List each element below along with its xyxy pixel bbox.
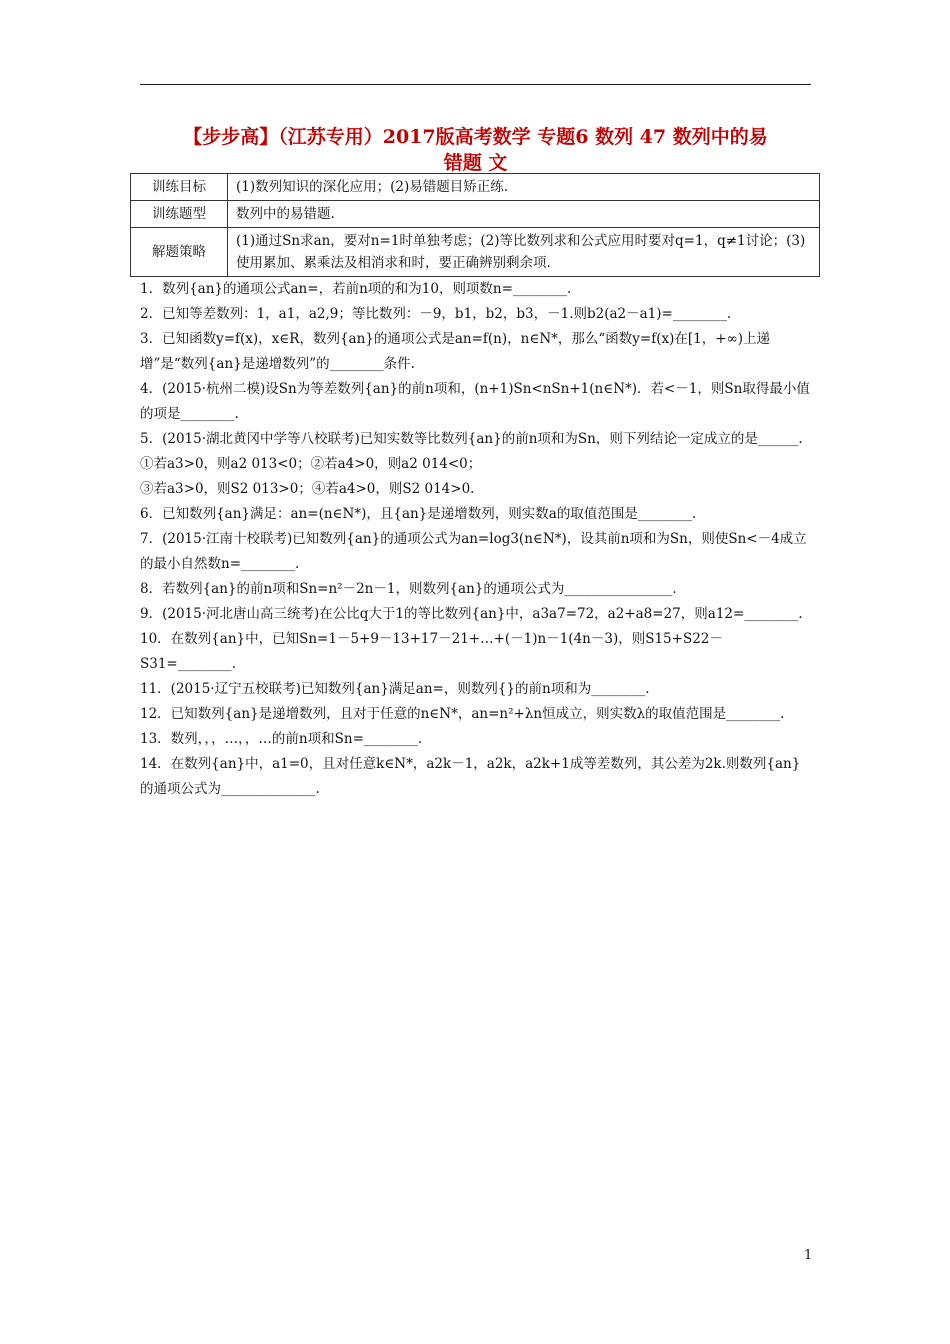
question-option-line: ③若a3>0，则S2 013>0；④若a4>0，则S2 014>0. [140,481,475,497]
table-row [131,228,820,277]
question-option-line: ①若a3>0，则a2 013<0；②若a4>0，则a2 014<0； [140,456,482,472]
row-label: 训练目标 [131,174,228,201]
question-item: 4．(2015·杭州二模)设Sn为等差数列{an}的前n项和，(n+1)Sn<nSn+1(n∈N*)．若<－1，则Sn取得最小值的项是________. [140,381,810,422]
question-item: 6．已知数列{an}满足：an=(n∈N*)，且{an}是递增数列，则实数a的取值范围是________. [140,506,697,522]
page-number: 1 [804,1248,813,1263]
header-rule [140,84,811,85]
question-item: 9．(2015·河北唐山高三统考)在公比q大于1的等比数列{an}中，a3a7=72，a2+a8=27，则a12=________. [140,606,803,622]
document-title [140,124,811,176]
question-item: 1．数列{an}的通项公式an=，若前n项的和为10，则项数n=________. [140,281,572,297]
row-content: 数列中的易错题. [228,201,820,228]
row-content: (1)通过Sn求an，要对n=1时单独考虑；(2)等比数列求和公式应用时要对q=1，q≠1讨论；(3)使用累加、累乘法及相消求和时，要正确辨别剩余项. [228,228,820,277]
table-row [131,201,820,228]
question-item: 8．若数列{an}的前n项和Sn=n²－2n－1，则数列{an}的通项公式为________________. [140,581,677,597]
question-item: 14．在数列{an}中，a1=0，且对任意k∈N*，a2k－1，a2k，a2k+1成等差数列，其公差为2k.则数列{an}的通项公式为______________. [140,756,801,797]
question-item: 10．在数列{an}中，已知Sn=1－5+9－13+17－21+…+(－1)n－1(4n－3)，则S15+S22－S31=________. [140,631,723,672]
question-item: 11．(2015·辽宁五校联考)已知数列{an}满足an=，则数列{}的前n项和为________. [140,681,650,697]
question-item: 3．已知函数y=f(x)，x∈R，数列{an}的通项公式是an=f(n)，n∈N*，那么“函数y=f(x)在[1，+∞)上递增”是“数列{an}是递增数列”的________条件. [140,331,771,372]
question-item: 7．(2015·江南十校联考)已知数列{an}的通项公式为an=log3(n∈N*)，设其前n项和为Sn，则使Sn<－4成立的最小自然数n=________. [140,531,807,572]
row-label: 训练题型 [131,201,228,228]
table-row [131,174,820,201]
question-item: 5．(2015·湖北黄冈中学等八校联考)已知实数等比数列{an}的前n项和为Sn，则下列结论一定成立的是______. [140,431,803,447]
title-line-1: 【步步高】（江苏专用）2017版高考数学 专题6 数列 47 数列中的易 [183,126,768,148]
title-line-2: 错题 文 [443,152,508,174]
training-info-table [130,173,820,277]
question-item: 12．已知数列{an}是递增数列，且对于任意的n∈N*，an=n²+λn恒成立，则实数λ的取值范围是________. [140,706,785,722]
row-label: 解题策略 [131,228,228,277]
question-item: 13．数列，，，…，，…的前n项和Sn=________. [140,731,423,747]
row-content: (1)数列知识的深化应用；(2)易错题目矫正练. [228,174,820,201]
question-item: 2．已知等差数列：1，a1，a2,9；等比数列：－9，b1，b2，b3，－1.则b2(a2－a1)=________. [140,306,732,322]
question-list [140,277,812,802]
